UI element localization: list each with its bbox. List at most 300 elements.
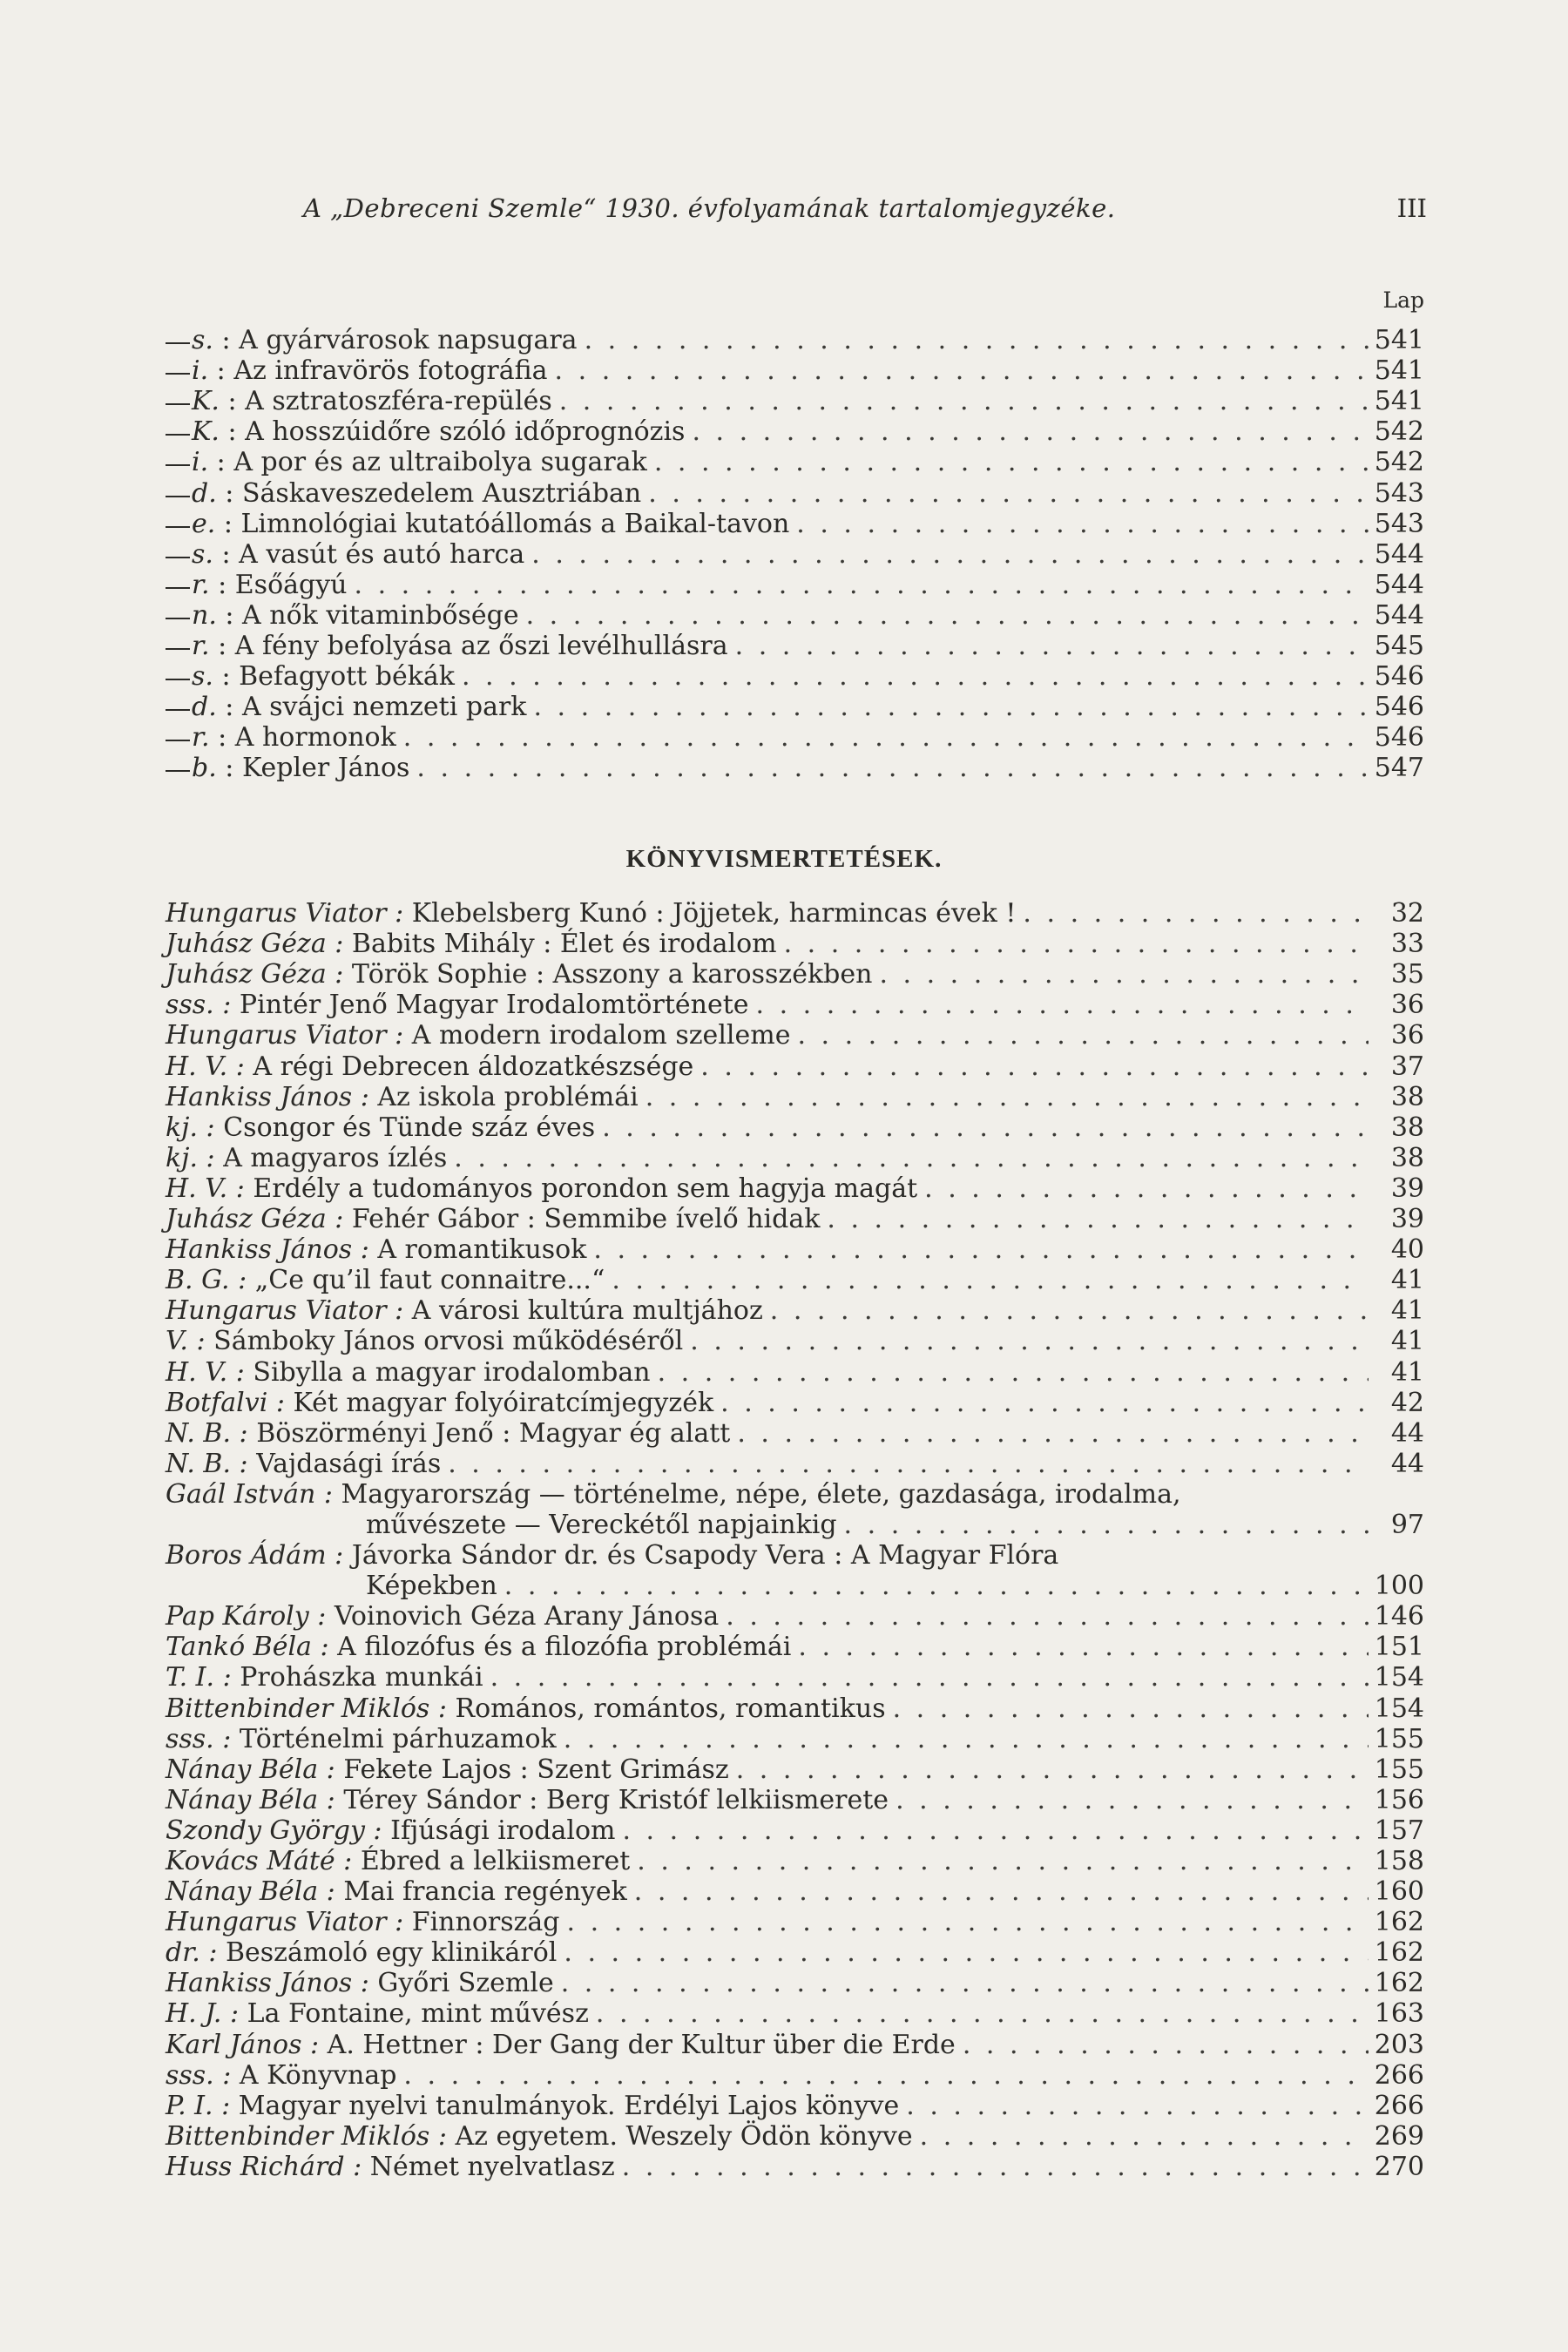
entry-page: 544 bbox=[1374, 538, 1424, 570]
entry-title: A gyárvárosok napsugara bbox=[239, 325, 578, 356]
dot-leader bbox=[559, 386, 1369, 416]
dot-leader bbox=[564, 1937, 1369, 1968]
entry-author: Juhász Géza : bbox=[166, 929, 344, 960]
entry-page: 146 bbox=[1374, 1601, 1424, 1632]
entry-author: r. bbox=[192, 722, 210, 754]
toc-entry bbox=[166, 1632, 1424, 1662]
entry-page: 41 bbox=[1390, 1356, 1424, 1388]
dot-leader bbox=[355, 570, 1369, 600]
dot-leader bbox=[658, 1357, 1369, 1388]
entry-title: A filozófus és a filozófia problémái bbox=[337, 1632, 792, 1663]
entry-page: 37 bbox=[1390, 1051, 1424, 1082]
entry-author: Nánay Béla : bbox=[166, 1876, 335, 1908]
entry-author: Kovács Máté : bbox=[166, 1846, 353, 1876]
dash-mark bbox=[166, 434, 190, 436]
toc-entry bbox=[166, 1571, 1424, 1601]
toc-entry bbox=[166, 477, 1424, 508]
entry-page: 546 bbox=[1374, 692, 1424, 723]
separator: : bbox=[208, 447, 234, 478]
entry-page: 155 bbox=[1374, 1723, 1424, 1754]
toc-entry bbox=[166, 1051, 1424, 1081]
dot-leader bbox=[622, 2152, 1369, 2182]
entry-page: 163 bbox=[1374, 1998, 1424, 2030]
dot-leader bbox=[879, 959, 1369, 990]
entry-page: 36 bbox=[1390, 1020, 1424, 1051]
entry-page: 157 bbox=[1374, 1815, 1424, 1846]
dot-leader bbox=[924, 1173, 1369, 1204]
entry-author: Hankiss János : bbox=[166, 1081, 369, 1112]
separator: : bbox=[216, 692, 242, 723]
toc-entry bbox=[166, 509, 1424, 539]
toc-entry bbox=[166, 2060, 1424, 2091]
entry-author: K. bbox=[192, 416, 220, 448]
dash-mark bbox=[166, 526, 190, 528]
entry-title: Képekben bbox=[366, 1571, 497, 1602]
dot-leader bbox=[555, 355, 1369, 386]
entry-author: Botfalvi : bbox=[166, 1387, 285, 1418]
dot-leader bbox=[736, 1754, 1369, 1785]
entry-page: 541 bbox=[1374, 355, 1424, 387]
entry-title: Két magyar folyóiratcímjegyzék bbox=[293, 1387, 714, 1418]
entry-author: kj. : bbox=[166, 1142, 215, 1173]
entry-title: Vajdasági írás bbox=[256, 1448, 442, 1479]
entry-title: Babits Mihály : Élet és irodalom bbox=[351, 929, 777, 960]
entry-page: 41 bbox=[1390, 1265, 1424, 1296]
separator: : bbox=[215, 508, 241, 539]
entry-title: Befagyott békák bbox=[239, 661, 455, 693]
entry-author: i. bbox=[192, 355, 209, 387]
entry-title: A városi kultúra multjához bbox=[411, 1295, 763, 1327]
entry-title: Kepler János bbox=[241, 753, 410, 784]
entry-title: A sztratoszféra-repülés bbox=[245, 386, 552, 417]
entry-title: A Könyvnap bbox=[239, 2059, 397, 2091]
toc-entry bbox=[166, 1693, 1424, 1723]
dot-leader bbox=[403, 2060, 1369, 2091]
dot-leader bbox=[896, 1785, 1369, 1815]
entry-title: A régi Debrecen áldozatkészsége bbox=[253, 1051, 694, 1082]
dot-leader bbox=[827, 1204, 1369, 1234]
entry-title: Böszörményi Jenő : Magyar ég alatt bbox=[256, 1417, 731, 1449]
entry-author: sss. : bbox=[166, 990, 232, 1021]
dot-leader bbox=[504, 1571, 1369, 1601]
dot-leader bbox=[634, 1876, 1369, 1907]
entry-title: Limnológiai kutatóállomás a Baikal-tavon bbox=[240, 508, 790, 539]
articles-list bbox=[166, 325, 1424, 783]
dash-mark bbox=[166, 709, 190, 711]
entry-title: A hosszúidőre szóló időprognózis bbox=[245, 416, 686, 448]
entry-page: 38 bbox=[1390, 1112, 1424, 1143]
toc-entry bbox=[166, 1754, 1424, 1785]
dot-leader bbox=[906, 2091, 1369, 2121]
entry-author: d. bbox=[192, 477, 217, 509]
dash-mark bbox=[166, 373, 190, 375]
entry-title: Pintér Jenő Magyar Irodalomtörténete bbox=[239, 990, 749, 1021]
entry-title: Történelmi párhuzamok bbox=[239, 1723, 557, 1754]
entry-page: 544 bbox=[1374, 599, 1424, 631]
toc-entry bbox=[166, 1968, 1424, 1998]
toc-entry bbox=[166, 1143, 1424, 1173]
separator: : bbox=[209, 631, 235, 662]
entry-page: 100 bbox=[1374, 1571, 1424, 1602]
dot-leader bbox=[462, 661, 1369, 692]
toc-entry bbox=[166, 1204, 1424, 1234]
entry-title: Az infravörös fotográfia bbox=[233, 355, 548, 387]
dot-leader bbox=[770, 1295, 1369, 1326]
entry-title: művészete — Vereckétől napjainkig bbox=[366, 1509, 837, 1540]
dash-mark bbox=[166, 403, 190, 405]
entry-title: Térey Sándor : Berg Kristóf lelkiismerete bbox=[343, 1784, 889, 1815]
dot-leader bbox=[690, 1326, 1369, 1356]
entry-author: n. bbox=[192, 599, 217, 631]
running-header bbox=[303, 193, 1427, 233]
entry-author: s. bbox=[192, 538, 213, 570]
dot-leader bbox=[564, 1724, 1369, 1754]
entry-author: d. bbox=[192, 692, 217, 723]
dash-mark bbox=[166, 648, 190, 650]
entry-title: Magyar nyelvi tanulmányok. Erdélyi Lajos könyve bbox=[238, 2090, 900, 2121]
entry-page: 44 bbox=[1390, 1417, 1424, 1449]
toc-entry bbox=[166, 1601, 1424, 1632]
header-title: A „Debreceni Szemle“ 1930. évfolyamának tartalomjegyzéke. bbox=[303, 193, 1116, 223]
dot-leader bbox=[645, 1082, 1369, 1112]
dot-leader bbox=[726, 1601, 1369, 1632]
toc-entry bbox=[166, 2121, 1424, 2152]
entry-page: 162 bbox=[1374, 1937, 1424, 1969]
dash-mark bbox=[166, 679, 190, 680]
dot-leader bbox=[561, 1968, 1369, 1998]
toc-entry bbox=[166, 1907, 1424, 1937]
entry-title: Mai francia regények bbox=[343, 1876, 627, 1908]
entry-author: Hankiss János : bbox=[166, 1968, 369, 1999]
entry-page: 36 bbox=[1390, 990, 1424, 1021]
dot-leader bbox=[735, 631, 1369, 661]
separator: : bbox=[216, 477, 242, 509]
entry-page: 154 bbox=[1374, 1662, 1424, 1693]
dot-leader bbox=[585, 325, 1369, 355]
entry-author: V. : bbox=[166, 1326, 206, 1357]
toc-entry bbox=[166, 1724, 1424, 1754]
entry-page: 542 bbox=[1374, 447, 1424, 478]
entry-title: A magyaros ízlés bbox=[223, 1142, 448, 1173]
toc-entry bbox=[166, 661, 1424, 692]
dot-leader bbox=[692, 416, 1369, 447]
dot-leader bbox=[602, 1112, 1369, 1143]
dot-leader bbox=[797, 1020, 1369, 1051]
dot-leader bbox=[796, 509, 1369, 539]
entry-page: 545 bbox=[1374, 631, 1424, 662]
entry-author: B. G. : bbox=[166, 1265, 247, 1296]
toc-entry bbox=[166, 1449, 1424, 1479]
reviews-heading: KÖNYVISMERTETÉSEK. bbox=[625, 845, 943, 873]
entry-author: Huss Richárd : bbox=[166, 2151, 362, 2182]
toc-entry bbox=[166, 355, 1424, 386]
entry-page: 541 bbox=[1374, 386, 1424, 417]
dot-leader bbox=[403, 722, 1369, 753]
entry-author: Hungarus Viator : bbox=[166, 1295, 404, 1327]
toc-entry bbox=[166, 600, 1424, 631]
entry-author: r. bbox=[192, 631, 210, 662]
entry-page: 160 bbox=[1374, 1876, 1424, 1908]
toc-entry bbox=[166, 570, 1424, 600]
dash-mark bbox=[166, 770, 190, 772]
separator: : bbox=[213, 325, 240, 356]
toc-entry bbox=[166, 2152, 1424, 2182]
toc-entry bbox=[166, 2029, 1424, 2059]
entry-title: A hormonok bbox=[234, 722, 396, 754]
toc-entry bbox=[166, 990, 1424, 1020]
entry-author: Nánay Béla : bbox=[166, 1784, 335, 1815]
toc-entry bbox=[166, 1846, 1424, 1876]
entry-author: s. bbox=[192, 661, 213, 693]
entry-title: A vasút és autó harca bbox=[239, 538, 525, 570]
dot-leader bbox=[567, 1907, 1369, 1937]
entry-title: Finnország bbox=[411, 1907, 560, 1938]
entry-title: Prohászka munkái bbox=[240, 1662, 483, 1693]
entry-author: kj. : bbox=[166, 1112, 215, 1143]
dot-leader bbox=[648, 478, 1369, 509]
toc-entry bbox=[166, 1265, 1424, 1295]
entry-author: sss. : bbox=[166, 2059, 232, 2091]
entry-title: A nők vitaminbősége bbox=[242, 599, 519, 631]
entry-page: 41 bbox=[1390, 1326, 1424, 1357]
entry-page: 543 bbox=[1374, 477, 1424, 509]
entry-page: 38 bbox=[1390, 1142, 1424, 1173]
entry-author: T. I. : bbox=[166, 1662, 232, 1693]
dot-leader bbox=[622, 1815, 1369, 1846]
entry-title: A svájci nemzeti park bbox=[241, 692, 527, 723]
toc-entry bbox=[166, 898, 1424, 929]
toc-entry bbox=[166, 2091, 1424, 2121]
dot-leader bbox=[454, 1143, 1369, 1173]
entry-page: 41 bbox=[1390, 1295, 1424, 1327]
entry-page: 158 bbox=[1374, 1846, 1424, 1876]
entry-author: N. B. : bbox=[166, 1448, 248, 1479]
dot-leader bbox=[1023, 898, 1369, 929]
dot-leader bbox=[756, 990, 1369, 1020]
toc-entry bbox=[166, 1876, 1424, 1907]
separator: : bbox=[219, 386, 246, 417]
entry-page: 156 bbox=[1374, 1784, 1424, 1815]
entry-author: e. bbox=[192, 508, 216, 539]
toc-entry bbox=[166, 1510, 1424, 1540]
toc-entry bbox=[166, 1388, 1424, 1418]
toc-entry bbox=[166, 1937, 1424, 1968]
entry-page: 266 bbox=[1374, 2090, 1424, 2121]
entry-title: Magyarország — történelme, népe, élete, gazdasága, irodalma, bbox=[341, 1478, 1181, 1510]
dot-leader bbox=[798, 1632, 1369, 1662]
separator: : bbox=[213, 538, 240, 570]
dot-leader bbox=[784, 929, 1369, 959]
toc-entry bbox=[166, 929, 1424, 959]
toc-entry bbox=[166, 753, 1424, 783]
toc-entry bbox=[166, 959, 1424, 990]
separator: : bbox=[216, 599, 243, 631]
toc-entry bbox=[166, 1234, 1424, 1265]
toc-entry bbox=[166, 1356, 1424, 1387]
dash-mark bbox=[166, 342, 190, 344]
separator: : bbox=[213, 661, 240, 693]
entry-author: Bittenbinder Miklós : bbox=[166, 1693, 447, 1724]
separator: : bbox=[208, 355, 234, 387]
dot-leader bbox=[700, 1051, 1369, 1082]
entry-title: Sibylla a magyar irodalomban bbox=[253, 1356, 651, 1388]
toc-entry bbox=[166, 1662, 1424, 1693]
entry-title: A. Hettner : Der Gang der Kultur über die Erde bbox=[327, 2029, 956, 2060]
entry-page: 266 bbox=[1374, 2059, 1424, 2091]
dot-leader bbox=[720, 1388, 1369, 1418]
dot-leader bbox=[490, 1662, 1369, 1693]
entry-title: Fekete Lajos : Szent Grimász bbox=[343, 1754, 729, 1785]
entry-page: 39 bbox=[1390, 1204, 1424, 1235]
dash-mark bbox=[166, 464, 190, 466]
toc-entry bbox=[166, 1479, 1424, 1510]
entry-title: Erdély a tudományos porondon sem hagyja magát bbox=[253, 1173, 918, 1204]
toc-entry bbox=[166, 416, 1424, 447]
entry-title: Ébred a lelkiismeret bbox=[360, 1846, 631, 1876]
entry-title: Beszámoló egy klinikáról bbox=[225, 1937, 558, 1969]
dot-leader bbox=[416, 753, 1369, 783]
toc-entry bbox=[166, 1112, 1424, 1143]
entry-page: 154 bbox=[1374, 1693, 1424, 1724]
dot-leader bbox=[637, 1846, 1369, 1876]
entry-title: Sáskaveszedelem Ausztriában bbox=[241, 477, 642, 509]
entry-author: sss. : bbox=[166, 1723, 232, 1754]
dash-mark bbox=[166, 618, 190, 619]
dot-leader bbox=[526, 600, 1369, 631]
entry-author: Juhász Géza : bbox=[166, 1204, 344, 1235]
toc-entry bbox=[166, 1082, 1424, 1112]
entry-author: Bittenbinder Miklós : bbox=[166, 2120, 447, 2152]
entry-title: Német nyelvatlasz bbox=[369, 2151, 615, 2182]
entry-title: Az egyetem. Weszely Ödön könyve bbox=[455, 2120, 913, 2152]
entry-page: 541 bbox=[1374, 325, 1424, 356]
dot-leader bbox=[963, 2030, 1369, 2060]
entry-page: 546 bbox=[1374, 661, 1424, 693]
dash-mark bbox=[166, 587, 190, 589]
dot-leader bbox=[596, 1998, 1369, 2029]
entry-page: 151 bbox=[1374, 1632, 1424, 1663]
toc-entry bbox=[166, 692, 1424, 722]
entry-author: i. bbox=[192, 447, 209, 478]
dot-leader bbox=[612, 1265, 1369, 1295]
entry-page: 547 bbox=[1374, 753, 1424, 784]
separator: : bbox=[216, 753, 242, 784]
entry-title: Voinovich Géza Arany Jánosa bbox=[334, 1601, 720, 1632]
entry-page: 543 bbox=[1374, 508, 1424, 539]
entry-author: H. V. : bbox=[166, 1356, 245, 1388]
entry-author: H. J. : bbox=[166, 1998, 240, 2030]
entry-page: 38 bbox=[1390, 1081, 1424, 1112]
entry-title: Ifjúsági irodalom bbox=[390, 1815, 616, 1846]
toc-entry bbox=[166, 1020, 1424, 1051]
dot-leader bbox=[654, 447, 1369, 477]
entry-page: 269 bbox=[1374, 2120, 1424, 2152]
entry-author: Pap Károly : bbox=[166, 1601, 327, 1632]
entry-author: Gaál István : bbox=[166, 1478, 333, 1510]
entry-page: 546 bbox=[1374, 722, 1424, 754]
entry-author: Hungarus Viator : bbox=[166, 1907, 404, 1938]
entry-title: Fehér Gábor : Semmibe ívelő hidak bbox=[351, 1204, 821, 1235]
entry-title: Csongor és Tünde száz éves bbox=[223, 1112, 596, 1143]
toc-entry bbox=[166, 1785, 1424, 1815]
toc-entry bbox=[166, 631, 1424, 661]
entry-title: Romános, romántos, romantikus bbox=[455, 1693, 886, 1724]
entry-author: r. bbox=[192, 569, 210, 600]
dash-mark bbox=[166, 740, 190, 741]
dot-leader bbox=[593, 1234, 1369, 1265]
entry-author: Karl János : bbox=[166, 2029, 320, 2060]
toc-entry bbox=[166, 1326, 1424, 1356]
entry-title: Klebelsberg Kunó : Jöjjetek, harmincas évek ! bbox=[411, 898, 1017, 929]
separator: : bbox=[219, 416, 246, 448]
entry-author: Szondy György : bbox=[166, 1815, 382, 1846]
entry-page: 270 bbox=[1374, 2151, 1424, 2182]
entry-page: 39 bbox=[1390, 1173, 1424, 1204]
entry-title: „Ce qu’il faut connaitre...“ bbox=[254, 1265, 605, 1296]
dot-leader bbox=[737, 1418, 1369, 1449]
entry-author: H. V. : bbox=[166, 1173, 245, 1204]
entry-title: Sámboky János orvosi működéséről bbox=[213, 1326, 684, 1357]
entry-title: Török Sophie : Asszony a karosszékben bbox=[351, 959, 873, 990]
entry-author: b. bbox=[192, 753, 217, 784]
dash-mark bbox=[166, 496, 190, 497]
reviews-list bbox=[166, 898, 1424, 2182]
page-column-label: Lap bbox=[1382, 287, 1424, 313]
dot-leader bbox=[448, 1449, 1369, 1479]
dot-leader bbox=[920, 2121, 1369, 2152]
entry-author: Juhász Géza : bbox=[166, 959, 344, 990]
toc-entry bbox=[166, 1998, 1424, 2029]
entry-author: Tankó Béla : bbox=[166, 1632, 329, 1663]
entry-author: dr. : bbox=[166, 1937, 218, 1969]
entry-page: 32 bbox=[1390, 898, 1424, 929]
entry-author: P. I. : bbox=[166, 2090, 231, 2121]
entry-author: s. bbox=[192, 325, 213, 356]
entry-title: A romantikusok bbox=[377, 1234, 587, 1266]
dot-leader bbox=[893, 1693, 1369, 1724]
toc-entry bbox=[166, 386, 1424, 416]
entry-author: Boros Ádám : bbox=[166, 1540, 344, 1571]
entry-author: Hungarus Viator : bbox=[166, 1020, 404, 1051]
entry-page: 42 bbox=[1390, 1387, 1424, 1418]
entry-page: 35 bbox=[1390, 959, 1424, 990]
dot-leader bbox=[844, 1510, 1369, 1540]
toc-entry bbox=[166, 1540, 1424, 1571]
toc-entry bbox=[166, 447, 1424, 477]
entry-title: A modern irodalom szelleme bbox=[411, 1020, 791, 1051]
entry-author: Hankiss János : bbox=[166, 1234, 369, 1266]
dot-leader bbox=[533, 692, 1369, 722]
entry-title: Jávorka Sándor dr. és Csapody Vera : A Magyar Flóra bbox=[351, 1540, 1059, 1571]
entry-title: Győri Szemle bbox=[377, 1968, 554, 1999]
entry-author: H. V. : bbox=[166, 1051, 245, 1082]
header-page-number: III bbox=[1396, 193, 1427, 223]
toc-entry bbox=[166, 722, 1424, 753]
entry-page: 97 bbox=[1390, 1509, 1424, 1540]
toc-entry bbox=[166, 539, 1424, 570]
entry-title: Esőágyú bbox=[234, 569, 348, 600]
separator: : bbox=[209, 569, 235, 600]
toc-entry bbox=[166, 1295, 1424, 1326]
toc-entry bbox=[166, 1173, 1424, 1204]
toc-entry bbox=[166, 1815, 1424, 1846]
entry-title: La Fontaine, mint művész bbox=[247, 1998, 589, 2030]
entry-title: A fény befolyása az őszi levélhullásra bbox=[234, 631, 728, 662]
entry-author: K. bbox=[192, 386, 220, 417]
entry-page: 33 bbox=[1390, 929, 1424, 960]
toc-entry bbox=[166, 1418, 1424, 1449]
dot-leader bbox=[531, 539, 1369, 570]
